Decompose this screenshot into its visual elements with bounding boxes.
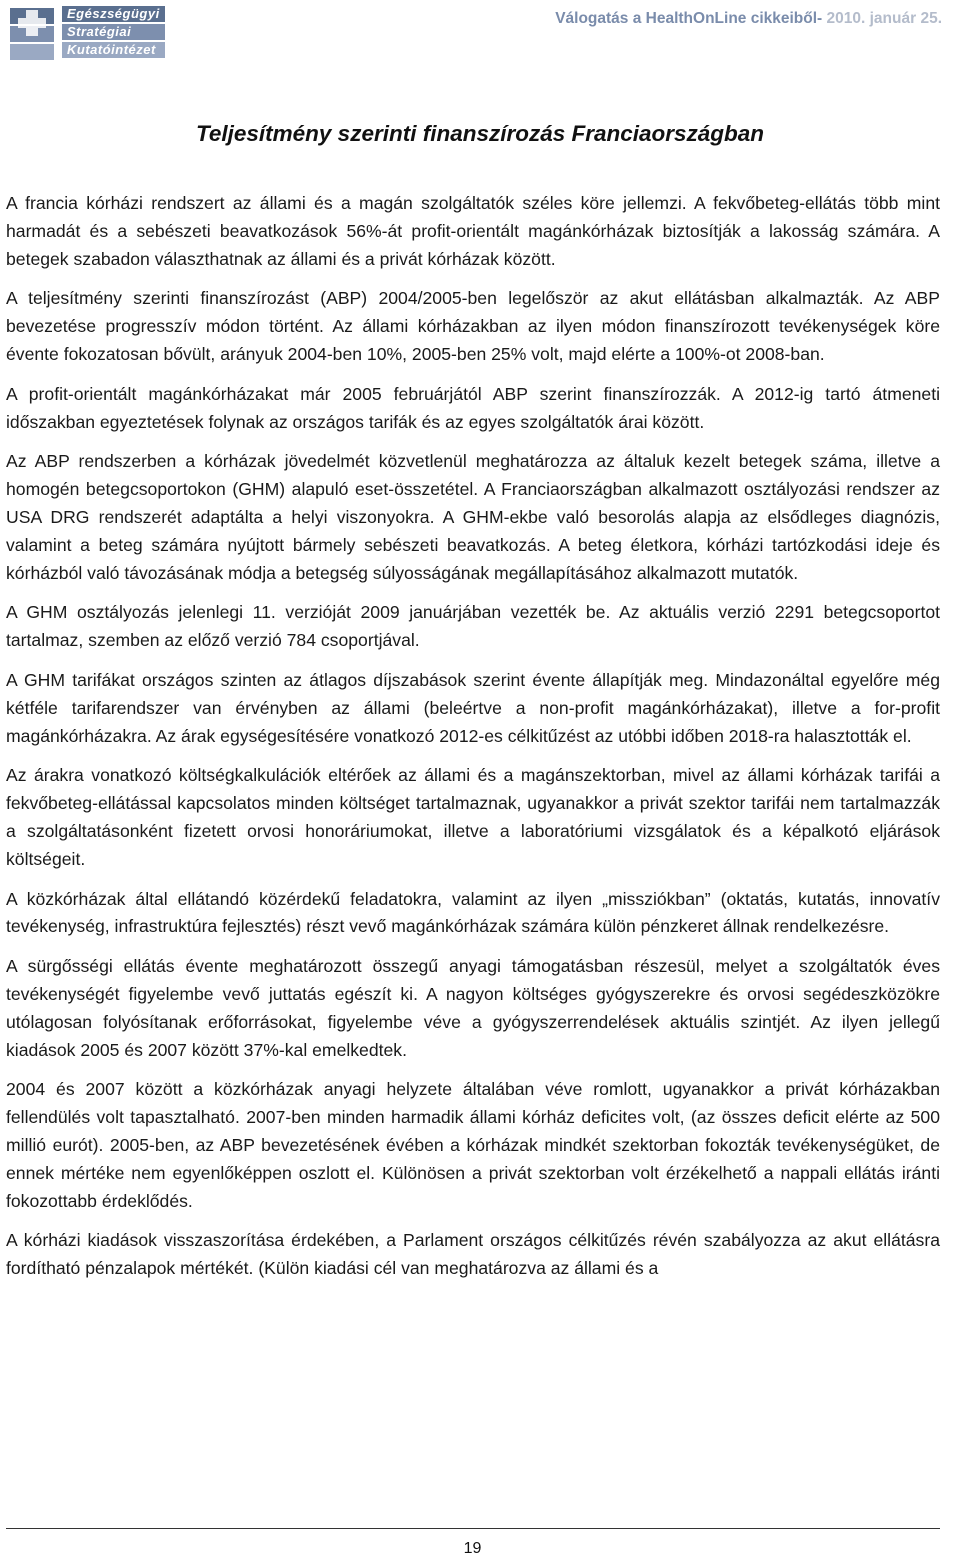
paragraph-2: A teljesítmény szerinti finanszírozást (ABP) 2004/2005-ben legelőször az akut ellátásban alkalmazták. Az ABP bevezetése progresszív módon történt. Az állami kórházakban az ilyen módon finanszírozott tevékenységek köre évente fokozatosan bővült, arányuk 2004-ben 10%, 2005-ben 25% volt, majd elérte a 100%-ot 2008-ban. bbox=[6, 288, 940, 364]
logo-line-3: Kutatóintézet bbox=[62, 42, 165, 58]
header-source: Válogatás a HealthOnLine cikkeiből- bbox=[555, 10, 823, 27]
footer-divider bbox=[6, 1528, 940, 1529]
paragraph-4: Az ABP rendszerben a kórházak jövedelmét közvetlenül meghatározza az általuk kezelt betegek száma, illetve a homogén betegcsoportokon (GHM) alapuló eset-összetétel. A Franciaországban alkalmazott osztályozási rendszer az USA DRG rendszerét adaptálta a helyi viszonyokra. A GHM-ekbe való besorolás alapja az elsődleges diagnózis, valamint a beteg számára nyújtott bármely sebészeti beavatkozás. A beteg életkora, kórházi tartózkodási ideje és kórházból való távozásának módja a betegség súlyosságának megállapításához alkalmazott mutatók. bbox=[6, 451, 940, 583]
paragraph-9: A sürgősségi ellátás évente meghatározott összegű anyagi támogatásban részesül, melyet a szolgáltatók éves tevékenységét figyelembe vevő juttatás egészít ki. A nagyon költséges gyógyszerekre és orvosi segédeszközökre utólagosan folyósítanak erőforrásokat, figyelembe véve a gyógyszerrendelések aktuális szintjét. Az ilyen jellegű kiadások 2005 és 2007 között 37%-kal emelkedtek. bbox=[6, 956, 940, 1060]
header-date: 2010. január 25. bbox=[826, 10, 942, 27]
institute-logo bbox=[6, 4, 160, 64]
paragraph-3: A profit-orientált magánkórházakat már 2005 februárjától ABP szerint finanszírozzák. A 2012-ig tartó átmeneti időszakban egyeztetések folynak az országos tarifák és az egyes szolgáltatók árai között. bbox=[6, 383, 940, 432]
page-header bbox=[0, 0, 960, 70]
document-body bbox=[6, 190, 940, 1295]
paragraph-1: A francia kórházi rendszert az állami és a magán szolgáltatók széles köre jellemzi. A fekvőbeteg-ellátás több mint harmadát és a sebészeti beavatkozások 56%-át profit-orientált magánkórházak biztosítják a lakosság számára. A betegek szabadon választhatnak az állami és a privát kórházak között. bbox=[6, 193, 940, 269]
paragraph-11: A kórházi kiadások visszaszorítása érdekében, a Parlament országos célkitűzés révén szabályozza az akut ellátásra fordítható pénzalapok mértékét. (Külön kiadási cél van meghatározva az állami és a bbox=[6, 1230, 940, 1279]
paragraph-8: A közkórházak által ellátandó közérdekű feladatokra, valamint az ilyen „missziókban” (oktatás, kutatás, innovatív tevékenység, infrastruktúra fejlesztés) részt vevő magánkórházak számára külön pénzkeret állnak rendelkezésre. bbox=[6, 888, 940, 937]
logo-line-2: Stratégiai bbox=[62, 24, 165, 40]
paragraph-6: A GHM tarifákat országos szinten az átlagos díjszabások szerint évente állapítják meg. Mindazonáltal egyelőre még kétféle tarifarendszer van érvényben az állami (beleértve a non-profit magánkórházakat), illetve a for-profit magánkórházakra. Az árak egységesítésére vonatkozó 2012-es célkitűzést az utóbbi időben 2018-ra halasztották el. bbox=[6, 669, 940, 746]
header-title bbox=[555, 10, 942, 28]
paragraph-5: A GHM osztályozás jelenlegi 11. verzióját 2009 januárjában vezették be. Az aktuális verzió 2291 betegcsoportot tartalmaz, szemben az előző verzió 784 csoportjával. bbox=[6, 602, 940, 651]
page-number: 19 bbox=[463, 1540, 482, 1557]
logo-text bbox=[62, 6, 165, 58]
logo-emblem-icon bbox=[6, 4, 58, 64]
paragraph-7: Az árakra vonatkozó költségkalkulációk eltérőek az állami és a magánszektorban, mivel az állami kórházak tarifái a fekvőbeteg-ellátással kapcsolatos minden költséget tartalmaznak, ugyanakkor a privát szektor tarifái nem tartalmazzák a szolgáltatásonként fizetett orvosi honoráriumokat, illetve a laboratóriumi vizsgálatok és a képalkotó eljárások költségeit. bbox=[6, 765, 940, 869]
paragraph-10: 2004 és 2007 között a közkórházak anyagi helyzete általában véve romlott, ugyanakkor a privát kórházakban fellendülés volt tapasztalható. 2007-ben minden harmadik állami kórház deficites volt, (az összes deficit elérte az 500 millió eurót). 2005-ben, az ABP bevezetésének évében a kórházak mindkét szektorban fokozták tevékenységüket, de ennek mértéke nem egyenlőképpen oszlott el. Különösen a privát szektorban volt érzékelhető a nappali ellátás iránti fokozottabb érdeklődés. bbox=[6, 1079, 940, 1211]
logo-line-1: Egészségügyi bbox=[62, 6, 165, 22]
document-title: Teljesítmény szerinti finanszírozás Franciaországban bbox=[195, 121, 765, 146]
